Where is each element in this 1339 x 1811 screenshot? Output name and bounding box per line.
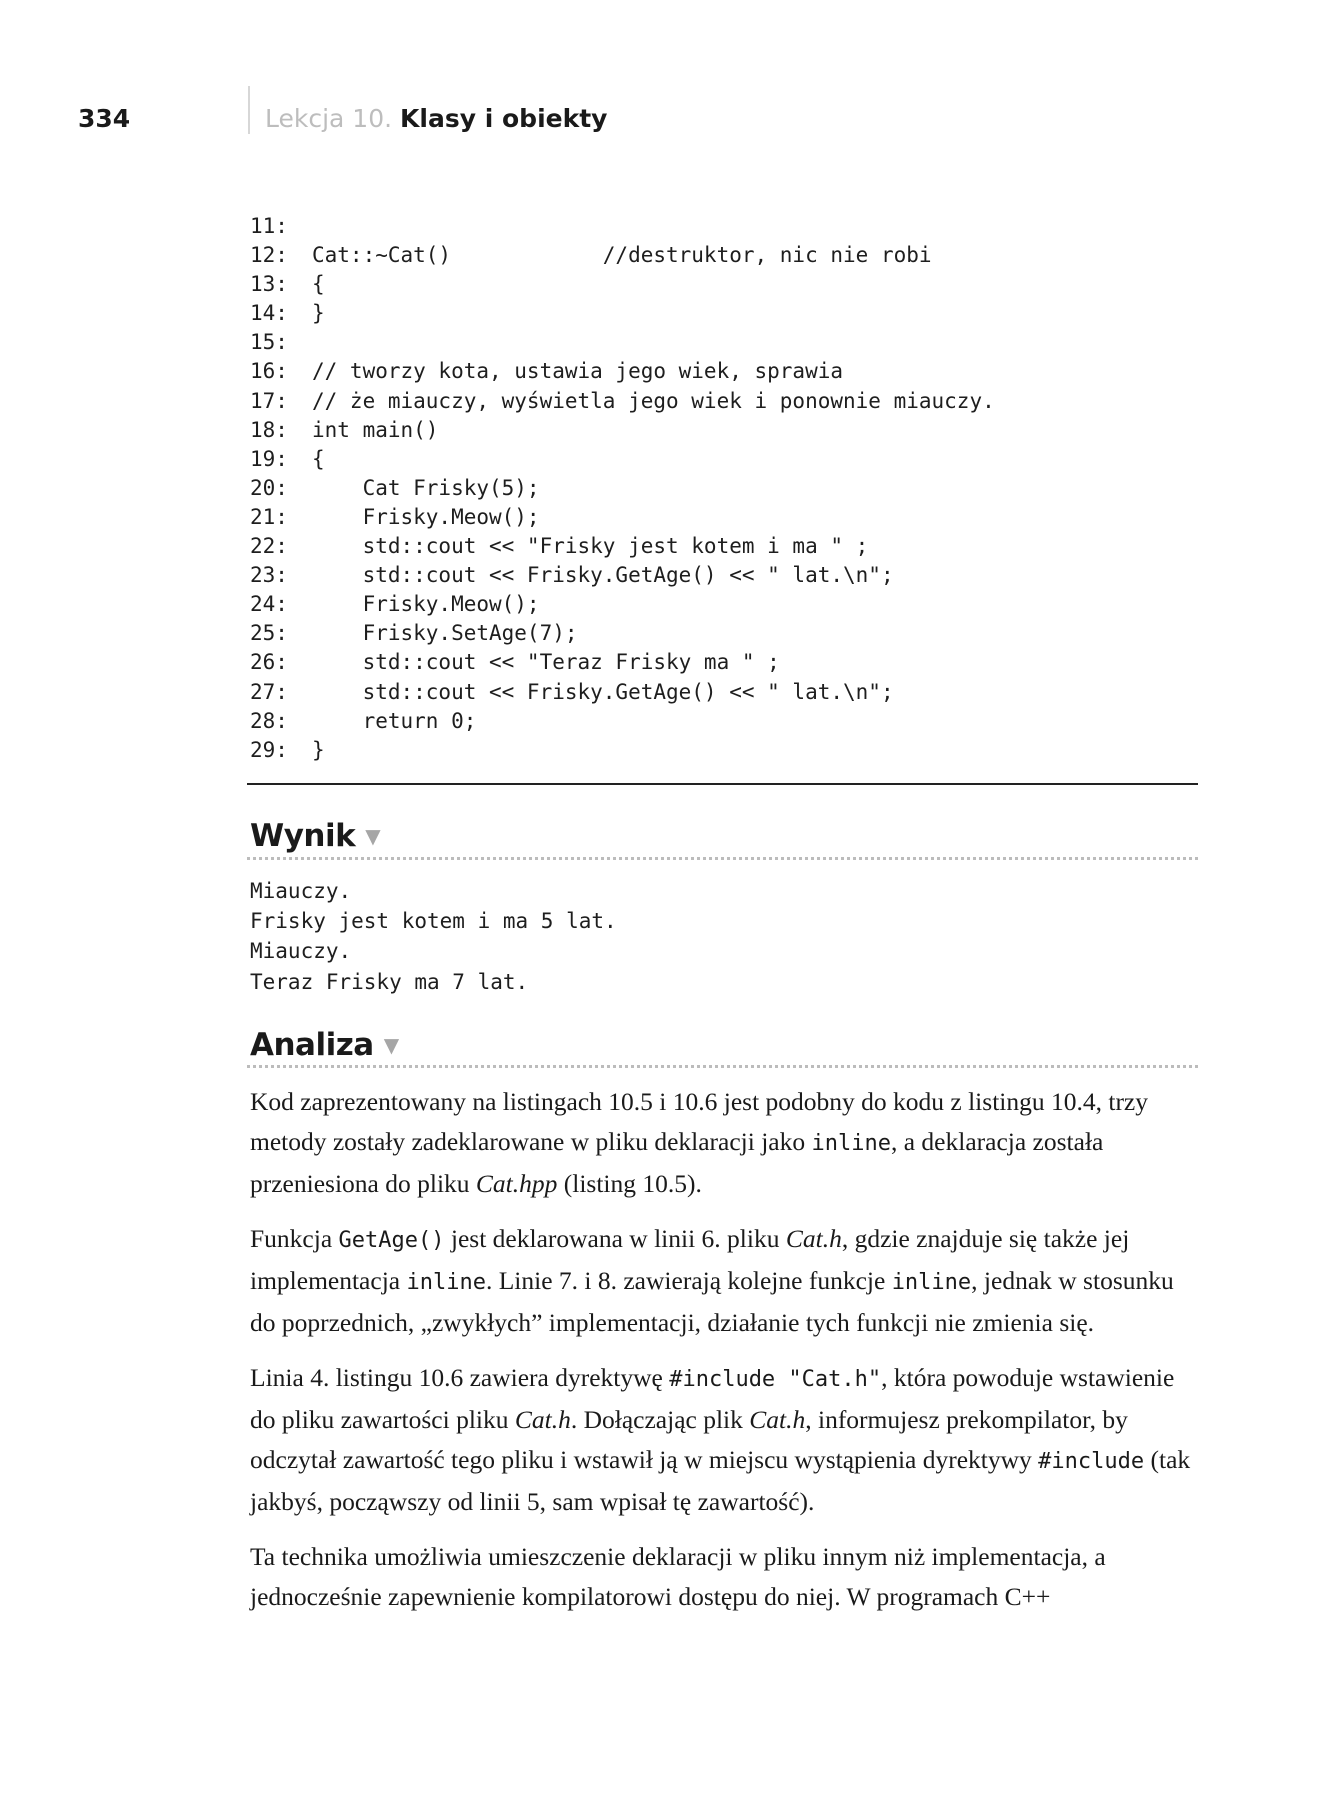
code-line (250, 619, 995, 648)
code-line-text: std::cout << "Frisky jest kotem i ma " ; (312, 534, 869, 559)
paragraph (250, 1219, 1205, 1343)
header-divider (248, 86, 250, 134)
paragraph (250, 1358, 1205, 1522)
running-head (265, 104, 607, 133)
inline-code: inline (891, 1270, 972, 1295)
code-line-number: 11: (250, 214, 288, 238)
paragraph-text: . Linie 7. i 8. zawierają kolejne funkcje (485, 1266, 892, 1295)
code-line (250, 445, 995, 474)
code-line-number: 13: (250, 272, 288, 297)
code-line (250, 736, 995, 765)
triangle-down-icon: ▼ (365, 824, 381, 848)
paragraph-text: Kod zaprezentowany na listingach 10.5 i 10.6 jest podobny do kodu z listingu 10.4, trzy metody zostały zadeklarowane w pliku deklaracji jako (250, 1087, 1149, 1156)
code-line (250, 707, 995, 736)
code-line-number: 27: (250, 679, 288, 704)
inline-code: GetAge() (338, 1228, 445, 1253)
paragraph (250, 1537, 1205, 1617)
code-line-number: 26: (250, 650, 288, 675)
code-listing (250, 212, 995, 765)
code-line (250, 387, 995, 416)
code-line-number: 28: (250, 708, 288, 733)
code-line-text: { (312, 272, 325, 297)
inline-code: #include (1038, 1449, 1145, 1474)
chapter-title: Klasy i obiekty (400, 104, 608, 133)
code-line (250, 299, 995, 328)
inline-code: #include "Cat.h" (669, 1367, 882, 1392)
code-line (250, 328, 995, 357)
code-line-number: 12: (250, 243, 288, 268)
paragraph-text: (listing 10.5). (557, 1169, 702, 1198)
analysis-heading-text: Analiza (250, 1027, 374, 1063)
filename-emphasis: Cat.h (514, 1405, 571, 1434)
paragraph-text: , która powoduje wstawienie do pliku zawartości pliku (250, 1363, 1175, 1434)
code-line (250, 270, 995, 299)
code-line (250, 212, 995, 241)
listing-end-rule (247, 783, 1198, 785)
code-line-text: Cat Frisky(5); (312, 475, 540, 500)
code-line-text: // że miauczy, wyświetla jego wiek i ponownie miauczy. (312, 388, 995, 413)
analysis-body (250, 1082, 1205, 1632)
code-line-number: 24: (250, 592, 288, 617)
paragraph-text: jest deklarowana w linii 6. pliku (444, 1224, 786, 1253)
code-line-text: std::cout << Frisky.GetAge() << " lat.\n"; (312, 563, 894, 588)
paragraph-text: . Dołączając plik (570, 1405, 750, 1434)
code-line (250, 241, 995, 270)
code-line-number: 15: (250, 330, 288, 355)
page-number: 334 (78, 104, 131, 133)
code-line-number: 29: (250, 737, 288, 762)
paragraph-text: , informujesz prekompilator, by odczytał zawartość tego pliku i wstawił ją w miejscu wystąpienia dyrektywy (250, 1405, 1128, 1474)
code-line-text: std::cout << "Teraz Frisky ma " ; (312, 650, 780, 675)
paragraph-text: (tak jakbyś, począwszy od linii 5, sam wpisał tę zawartość). (250, 1445, 1191, 1516)
code-line-number: 21: (250, 504, 288, 529)
code-line-text: } (312, 737, 325, 762)
code-line-text: Cat::~Cat() //destruktor, nic nie robi (312, 243, 932, 268)
code-line (250, 648, 995, 677)
code-line-text: int main() (312, 417, 439, 442)
page-header (0, 0, 1339, 160)
inline-code: inline (406, 1270, 486, 1295)
code-line (250, 503, 995, 532)
chapter-label: Lekcja 10. (265, 104, 393, 133)
code-line (250, 678, 995, 707)
output-heading-text: Wynik (250, 818, 356, 854)
code-line-number: 20: (250, 475, 288, 500)
output-line: Miauczy. (250, 879, 352, 903)
filename-emphasis: Cat.h (785, 1224, 842, 1253)
paragraph-text: Ta technika umożliwia umieszczenie deklaracji w pliku innym niż implementacja, a jednocześnie zapewnienie kompilatorowi dostępu do niej. W programach C++ (250, 1542, 1106, 1611)
code-line (250, 590, 995, 619)
analysis-heading (250, 1027, 399, 1063)
output-heading (250, 818, 380, 854)
code-line-text: return 0; (312, 708, 477, 733)
code-line (250, 474, 995, 503)
code-line-text: Frisky.Meow(); (312, 504, 540, 529)
code-line-number: 25: (250, 621, 288, 646)
code-line-text: Frisky.SetAge(7); (312, 621, 578, 646)
code-line-text: } (312, 301, 325, 326)
code-line (250, 416, 995, 445)
output-line: Teraz Frisky ma 7 lat. (250, 969, 529, 994)
code-line-number: 23: (250, 563, 288, 588)
paragraph-text: Linia 4. listingu 10.6 zawiera dyrektywę (250, 1363, 670, 1392)
code-line-text: { (312, 446, 325, 471)
code-line-number: 22: (250, 534, 288, 559)
paragraph (250, 1082, 1205, 1204)
paragraph-text: Funkcja (250, 1224, 339, 1253)
analysis-heading-rule (247, 1065, 1198, 1068)
output-line: Frisky jest kotem i ma 5 lat. (250, 909, 617, 934)
code-line-number: 16: (250, 359, 288, 384)
filename-emphasis: Cat.h (749, 1405, 806, 1434)
paragraph-text: , gdzie znajduje się także jej implementacja (250, 1224, 1130, 1295)
inline-code: inline (811, 1131, 891, 1156)
filename-emphasis: Cat.hpp (475, 1169, 558, 1198)
code-line-text: // tworzy kota, ustawia jego wiek, sprawia (312, 359, 844, 384)
output-heading-rule (247, 857, 1198, 860)
code-line (250, 357, 995, 386)
code-line-number: 18: (250, 417, 288, 442)
program-output (250, 876, 617, 997)
code-line (250, 561, 995, 590)
paragraph-text: , jednak w stosunku do poprzednich, „zwykłych” implementacji, działanie tych funkcji nie zmienia się. (250, 1266, 1174, 1337)
code-line (250, 532, 995, 561)
triangle-down-icon: ▼ (383, 1033, 399, 1057)
code-line-number: 17: (250, 388, 288, 413)
code-line-number: 19: (250, 446, 288, 471)
output-line: Miauczy. (250, 939, 352, 964)
code-line-text: std::cout << Frisky.GetAge() << " lat.\n"; (312, 679, 894, 704)
paragraph-text: , a deklaracja została przeniesiona do pliku (250, 1127, 1104, 1198)
code-line-number: 14: (250, 301, 288, 326)
code-line-text: Frisky.Meow(); (312, 592, 540, 617)
